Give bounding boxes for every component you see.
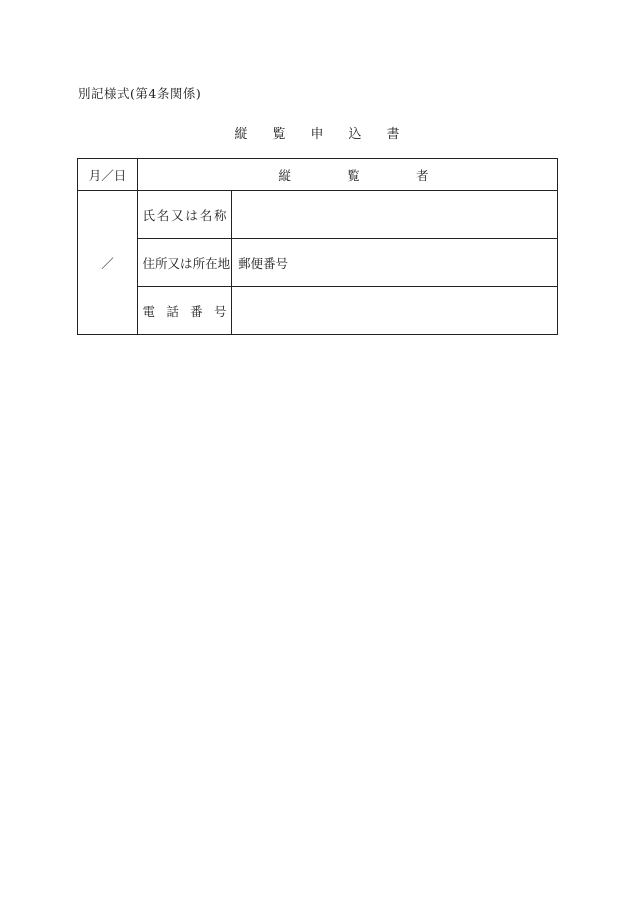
label-char: 番: [190, 303, 203, 319]
label-char: 住: [142, 255, 156, 271]
label-char: 所: [155, 255, 168, 271]
title-char: 込: [348, 127, 362, 142]
label-char: 話: [166, 303, 179, 319]
label-char: 電: [142, 303, 156, 319]
label-char: 名: [156, 207, 170, 223]
address-row: [78, 239, 558, 287]
name-row: [78, 191, 558, 239]
name-label: [138, 191, 232, 239]
viewer-header-label: [279, 166, 429, 184]
phone-label: [138, 287, 232, 335]
name-field[interactable]: [232, 191, 558, 239]
form-title: [0, 123, 630, 142]
phone-row: [78, 287, 558, 335]
title-char: 書: [386, 127, 400, 142]
phone-field[interactable]: [232, 287, 558, 335]
label-char: 在: [205, 255, 218, 271]
label-char: 所: [192, 255, 206, 271]
form-caption: 別記様式(第4条関係): [78, 86, 202, 101]
label-char: 氏: [142, 207, 156, 223]
title-char: 申: [310, 127, 324, 142]
label-char: は: [185, 207, 198, 223]
label-char: 又: [171, 207, 184, 223]
label-char: 地: [217, 255, 231, 271]
label-char: 又: [167, 255, 181, 271]
title-char: 縦: [234, 127, 248, 142]
label-char: は: [180, 255, 193, 271]
address-label: [138, 239, 232, 287]
application-table: [77, 158, 558, 335]
table-header-row: [78, 159, 558, 191]
viewer-column-header: [138, 159, 558, 191]
label-char: 称: [213, 207, 227, 223]
date-column-header: 月／日: [78, 159, 138, 191]
header-char: 縦: [278, 167, 292, 183]
date-cell[interactable]: ／: [78, 191, 138, 335]
header-char: 覧: [347, 167, 360, 183]
header-char: 者: [415, 167, 429, 183]
title-char: 覧: [272, 127, 286, 142]
label-char: 号: [213, 303, 227, 319]
label-char: 名: [199, 207, 213, 223]
address-field[interactable]: 郵便番号: [232, 239, 558, 287]
